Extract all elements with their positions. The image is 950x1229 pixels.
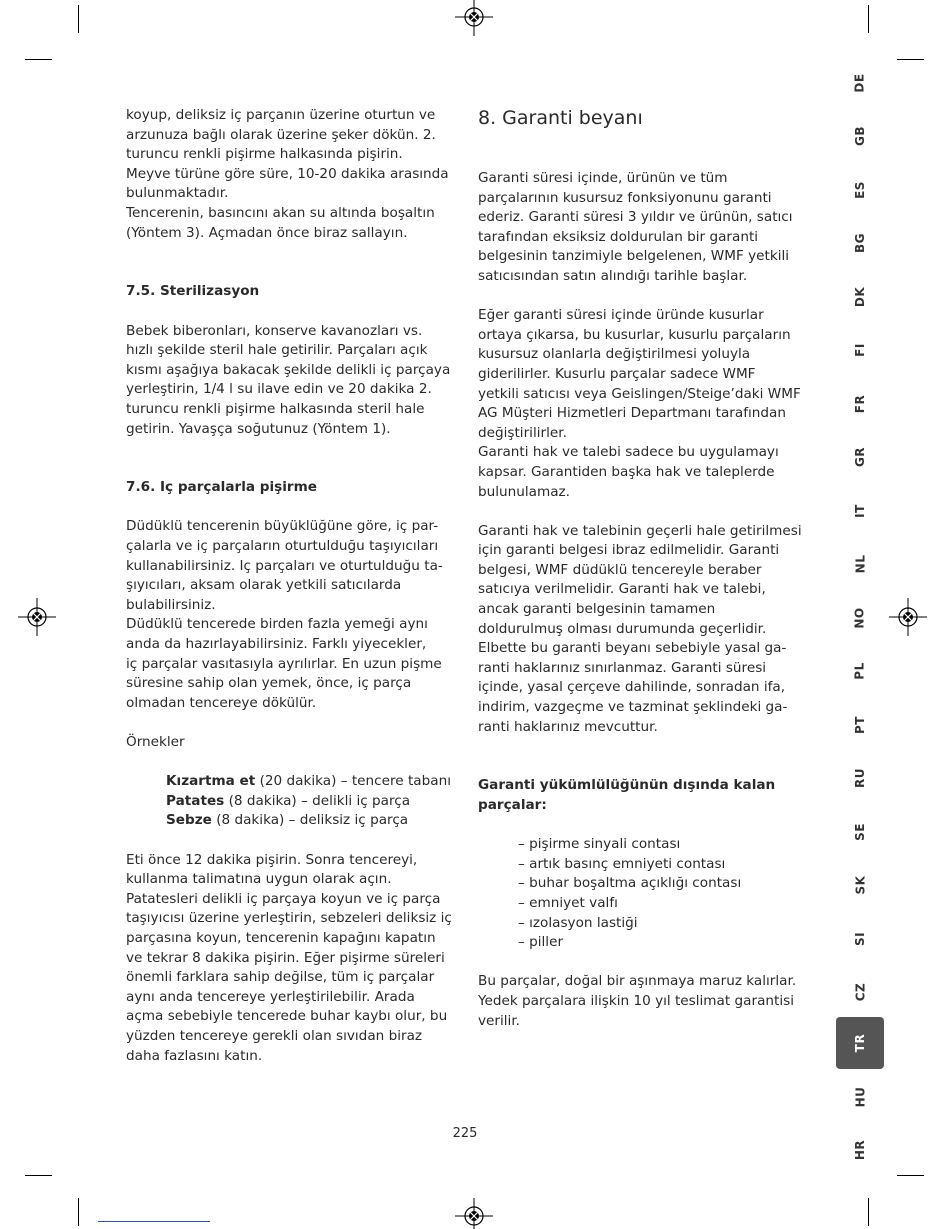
text-line: Eti önce 12 dakika pişirin. Sonra tencereyi,: [126, 851, 418, 868]
text-line: ranti haklarınız mevcuttur.: [478, 718, 658, 735]
text-line: AG Müşteri Hizmetleri Departmanı tarafından: [478, 405, 786, 422]
language-tab-si[interactable]: SI: [852, 931, 867, 947]
text-line: ortaya çıkarsa, bu kusurlar, kusurlu parçaların: [478, 326, 791, 343]
text-line: ederiz. Garanti süresi 3 yıldır ve ürünün, satıcı: [478, 209, 793, 226]
language-tab-pt[interactable]: PT: [852, 716, 867, 734]
language-tab-cz[interactable]: CZ: [852, 982, 867, 1002]
text-line: Patatesleri delikli iç parçaya koyun ve iç parça: [126, 890, 441, 907]
text-line: yetkili satıcısı veya Geislingen/Steige’daki WMF: [478, 385, 801, 402]
language-tab-no[interactable]: NO: [853, 607, 867, 629]
registration-mark-icon: [889, 598, 927, 636]
examples-list: [126, 772, 456, 831]
text-line: Yedek parçalara ilişkin 10 yıl teslimat garantisi: [478, 992, 794, 1009]
text-line: verilir.: [478, 1012, 520, 1029]
text-line: taşıyıcısı üzerine yerleştirin, sebzeleri deliksiz iç: [126, 910, 452, 927]
text-line: arzunuza bağlı olarak üzerine şeker dökün. 2.: [126, 126, 436, 143]
example-item: Sebze (8 dakika) – deliksiz iç parça: [166, 812, 409, 829]
text-line: Eğer garanti süresi içinde üründe kusurlar: [478, 307, 764, 324]
text-line: getirin. Yavaşça soğutunuz (Yöntem 1).: [126, 420, 391, 437]
registration-mark-icon: [455, 0, 493, 36]
crop-mark: [897, 1175, 924, 1176]
crop-mark: [78, 5, 79, 33]
text-line: bulabilirsiniz.: [126, 596, 216, 613]
text-line: çalarla ve iç parçaların oturtulduğu taşıyıcıları: [126, 538, 439, 555]
language-tab-gr[interactable]: GR: [853, 446, 867, 468]
text-line: Tencerenin, basıncını akan su altında boşaltın: [126, 204, 435, 221]
language-tab-hu[interactable]: HU: [852, 1086, 867, 1108]
language-tab-ru[interactable]: RU: [852, 768, 867, 788]
text-line: bulunulamaz.: [478, 483, 571, 500]
left-column: [126, 106, 456, 1066]
example-item: Kızartma et (20 dakika) – tencere tabanı: [166, 773, 451, 790]
text-line: ranti haklarınız sınırlanmaz. Garanti süresi: [478, 659, 767, 676]
text-line: giderilirler. Kusurlu parçalar sadece WMF: [478, 365, 756, 382]
text-line: Düdüklü tencerede birden fazla yemeği aynı: [126, 616, 428, 633]
text-line: hızlı şekilde steril hale getirilir. Parçaları açık: [126, 342, 428, 359]
text-line: Bu parçalar, doğal bir aşınmaya maruz kalırlar.: [478, 973, 797, 990]
text-line: satıcıya verilmelidir. Garanti hak ve talebi,: [478, 581, 766, 598]
text-line: belgesinin tanzimiyle belgelenen, WMF yetkili: [478, 248, 790, 265]
right-column: [478, 106, 808, 1031]
text-line: yüzden tencereye gerekli olan sıvıdan biraz: [126, 1027, 423, 1044]
text-line: koyup, deliksiz iç parçanın üzerine oturtun ve: [126, 107, 436, 123]
crop-mark: [868, 5, 869, 33]
crop-mark: [78, 1198, 79, 1226]
list-item: – buhar boşaltma açıklığı contası: [518, 875, 742, 892]
text-line: turuncu renkli pişirme halkasında steril hale: [126, 400, 425, 417]
language-tab-it[interactable]: IT: [853, 504, 867, 518]
list-item: – artık basınç emniyeti contası: [518, 855, 726, 872]
exclusions-list: [478, 835, 808, 953]
warranty-paragraph-1: [478, 169, 808, 287]
text-line: turuncu renkli pişirme halkasında pişirin.: [126, 146, 403, 163]
text-line: kullanabilirsiniz. Iç parçaları ve oturtulduğu ta-: [126, 557, 443, 574]
registration-mark-icon: [18, 598, 56, 636]
text-line: parçasına koyun, tencerenin kapağını kapatın: [126, 929, 436, 946]
footer-line: [98, 1221, 210, 1222]
text-line: yerleştirin, 1/4 l su ilave edin ve 20 dakika 2.: [126, 381, 432, 398]
text-line: tarafından eksiksiz doldurulan bir garanti: [478, 228, 759, 245]
language-tab-tr-active[interactable]: TR: [836, 1017, 884, 1069]
language-tab-pl[interactable]: PL: [852, 662, 867, 680]
language-tab-gb[interactable]: GB: [853, 126, 867, 146]
list-item: – ızolasyon lastiği: [518, 914, 638, 931]
registration-mark-icon: [455, 1198, 493, 1229]
language-tab-dk[interactable]: DK: [852, 286, 867, 308]
language-tab-se[interactable]: SE: [853, 823, 867, 841]
text-line: Bebek biberonları, konserve kavanozları vs.: [126, 322, 423, 339]
list-item: – emniyet valfı: [518, 894, 618, 911]
text-line: için garanti belgesi ibraz edilmelidir. Garanti: [478, 542, 780, 559]
crop-mark: [25, 1175, 52, 1176]
language-tab-de[interactable]: DE: [852, 73, 867, 93]
text-line: değiştirilirler.: [478, 424, 567, 441]
closing-paragraph: [126, 851, 456, 1067]
text-line: içinde, yasal çerçeve dahilinde, sonradan ifa,: [478, 679, 786, 696]
text-line: ancak garanti belgesinin tamamen: [478, 601, 716, 618]
text-line: doldurulmuş olması durumunda geçerlidir.: [478, 620, 767, 637]
text-line: iç parçalar vasıtasıyla ayrılırlar. En uzun pişme: [126, 655, 442, 672]
text-line: kusursuz olanlarla değiştirilmesi yoluyla: [478, 346, 751, 363]
inserts-paragraph: [126, 517, 456, 713]
text-line: (Yöntem 3). Açmadan önce biraz sallayın.: [126, 224, 408, 241]
text-line: kapsar. Garantiden başka hak ve taleplerde: [478, 463, 775, 480]
crop-mark: [868, 1198, 869, 1226]
language-tab-fr[interactable]: FR: [853, 394, 867, 414]
page-number: 225: [452, 1126, 478, 1141]
closing-paragraph: [478, 972, 808, 1031]
text-line: kısmı aşağıya bakacak şekilde delikli iç parçaya: [126, 361, 451, 378]
crop-mark: [897, 59, 924, 60]
text-line: olmadan tencereye dökülür.: [126, 694, 317, 711]
text-line: önemli farklara sahip değilse, tüm iç parçalar: [126, 969, 435, 986]
text-line: Garanti hak ve talebi sadece bu uygulamayı: [478, 444, 779, 461]
exclusions-heading: Garanti yükümlülüğünün dışında kalan parçalar:: [478, 777, 776, 813]
examples-label: Örnekler: [126, 734, 185, 750]
text-line: Meyve türüne göre süre, 10-20 dakika arasında: [126, 165, 449, 182]
text-line: Düdüklü tencerenin büyüklüğüne göre, iç par-: [126, 518, 439, 535]
text-line: daha fazlasını katın.: [126, 1047, 263, 1064]
text-line: süresine sahip olan yemek, önce, iç parça: [126, 675, 412, 692]
list-item: – piller: [518, 934, 564, 951]
text-line: kullanma talimatına uygun olarak açın.: [126, 871, 392, 888]
sterilization-paragraph: [126, 322, 456, 440]
section-heading-sterilization: 7.5. Sterilizasyon: [126, 283, 260, 300]
text-line: Garanti süresi içinde, ürünün ve tüm: [478, 170, 728, 186]
warranty-paragraph-3: [478, 522, 808, 738]
text-line: Garanti hak ve talebinin geçerli hale getirilmesi: [478, 522, 802, 539]
intro-paragraph: [126, 106, 456, 243]
language-tab-fi[interactable]: FI: [852, 343, 867, 357]
crop-mark: [25, 59, 52, 60]
language-tab-hr[interactable]: HR: [852, 1139, 867, 1161]
text-line: şıyıcıları, aksam olarak yetkili satıcılarda: [126, 577, 402, 594]
text-line: anda da hazırlayabilirsiniz. Farklı yiyecekler,: [126, 636, 427, 653]
page-title: 8. Garanti beyanı: [478, 107, 643, 129]
text-line: açma sebebiyle tencerede buhar kaybı olur, bu: [126, 1008, 448, 1025]
list-item: – pişirme sinyali contası: [518, 836, 681, 853]
text-line: Elbette bu garanti beyanı sebebiyle yasal ga-: [478, 640, 787, 657]
section-heading-inserts: 7.6. Iç parçalarla pişirme: [126, 479, 317, 496]
text-line: satıcısından satın alındığı tarihle başlar.: [478, 267, 748, 284]
text-line: belgesi, WMF düdüklü tencereyle beraber: [478, 561, 762, 578]
text-line: bulunmaktadır.: [126, 185, 229, 202]
example-item: Patates (8 dakika) – delikli iç parça: [166, 792, 411, 809]
language-tab-sk[interactable]: SK: [852, 875, 867, 895]
warranty-paragraph-2: [478, 306, 808, 502]
language-tab-bg[interactable]: BG: [853, 233, 867, 253]
text-line: ve tekrar 8 dakika pişirin. Eğer pişirme süreleri: [126, 949, 445, 966]
text-line: aynı anda tencereye yerleştirilebilir. Arada: [126, 988, 415, 1005]
language-tab-nl[interactable]: NL: [852, 554, 867, 574]
language-tab-es[interactable]: ES: [853, 181, 867, 199]
text-line: indirim, vazgeçme ve tazminat şeklindeki ga-: [478, 699, 788, 716]
text-line: parçalarının kusursuz fonksiyonunu garanti: [478, 189, 772, 206]
